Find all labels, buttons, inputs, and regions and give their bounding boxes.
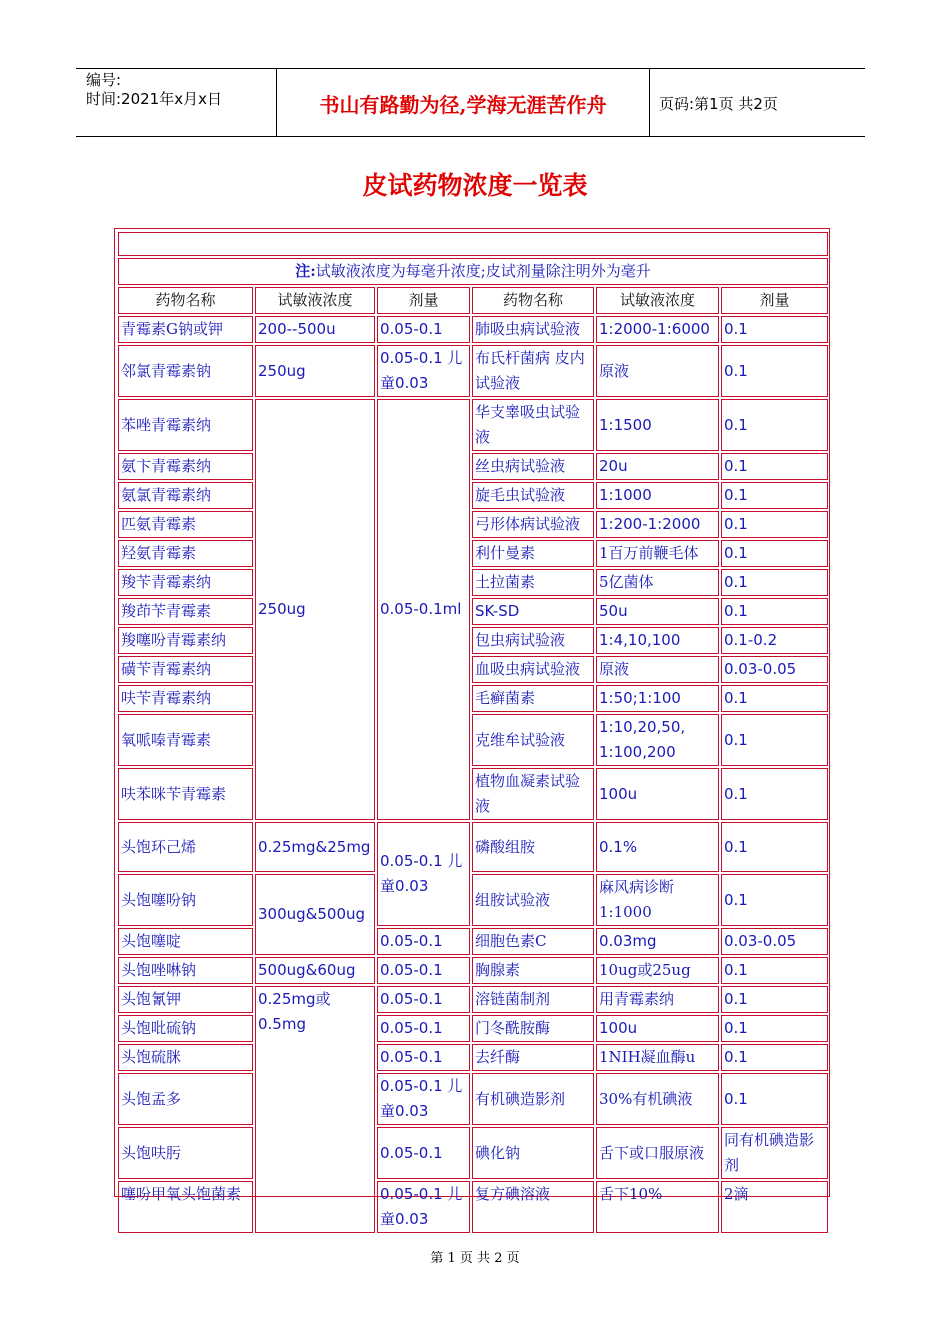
table-row bbox=[118, 1181, 828, 1233]
test-name: 溶链菌制剂 bbox=[472, 986, 594, 1013]
drug-name: 头饱噻吩钠 bbox=[118, 874, 253, 926]
test-concentration: 5亿菌体 bbox=[596, 569, 719, 596]
test-dose: 0.1 bbox=[721, 1044, 828, 1071]
test-name: 磷酸组胺 bbox=[472, 822, 594, 872]
test-dose: 0.1 bbox=[721, 986, 828, 1013]
col-header: 剂量 bbox=[377, 287, 470, 314]
test-dose: 0.1 bbox=[721, 714, 828, 766]
dose: 0.05-0.1 bbox=[377, 1044, 470, 1071]
test-dose: 0.1 bbox=[721, 345, 828, 397]
test-concentration: 1:1000 bbox=[596, 482, 719, 509]
table-row bbox=[118, 482, 828, 509]
table-row bbox=[118, 316, 828, 343]
test-name: 门冬酰胺酶 bbox=[472, 1015, 594, 1042]
test-name: 复方碘溶液 bbox=[472, 1181, 594, 1233]
test-concentration: 原液 bbox=[596, 345, 719, 397]
test-name: 布氏杆菌病 皮内试验液 bbox=[472, 345, 594, 397]
test-concentration: 用青霉素纳 bbox=[596, 986, 719, 1013]
page-title: 皮试药物浓度一览表 bbox=[362, 171, 588, 200]
table-row bbox=[118, 957, 828, 984]
drug-name: 头饱噻啶 bbox=[118, 928, 253, 955]
test-concentration: 舌下10% bbox=[596, 1181, 719, 1233]
table-row bbox=[118, 714, 828, 766]
test-dose: 0.1 bbox=[721, 511, 828, 538]
col-header: 剂量 bbox=[721, 287, 828, 314]
test-name: 华支睾吸虫试验液 bbox=[472, 399, 594, 451]
test-name: 有机碘造影剂 bbox=[472, 1073, 594, 1125]
test-dose: 0.1 bbox=[721, 1015, 828, 1042]
drug-name: 呋苯咪苄青霉素 bbox=[118, 768, 253, 820]
concentration: 250ug bbox=[255, 345, 375, 397]
dose: 0.05-0.1 儿童0.03 bbox=[377, 1181, 470, 1233]
dose: 0.05-0.1 儿童0.03 bbox=[377, 1073, 470, 1125]
test-dose: 0.1-0.2 bbox=[721, 627, 828, 654]
table-row bbox=[118, 822, 828, 872]
test-dose: 0.1 bbox=[721, 1073, 828, 1125]
drug-name: 苯唑青霉素纳 bbox=[118, 399, 253, 451]
test-dose: 0.03-0.05 bbox=[721, 656, 828, 683]
table-row bbox=[118, 986, 828, 1013]
number-label: 编号: bbox=[86, 71, 122, 89]
test-concentration: 1:200-1:2000 bbox=[596, 511, 719, 538]
test-name: 毛癣菌素 bbox=[472, 685, 594, 712]
drug-name: 羧茚苄青霉素 bbox=[118, 598, 253, 625]
drug-name: 头饱氰钾 bbox=[118, 986, 253, 1013]
page-footer: 第 1 页 共 2 页 bbox=[430, 1251, 520, 1266]
drug-name: 呋苄青霉素纳 bbox=[118, 685, 253, 712]
concentration: 500ug&60ug bbox=[255, 957, 375, 984]
test-concentration: 100u bbox=[596, 768, 719, 820]
concentration: 0.25mg或0.5mg bbox=[255, 986, 375, 1233]
drug-name: 匹氨青霉素 bbox=[118, 511, 253, 538]
test-name: SK-SD bbox=[472, 598, 594, 625]
test-concentration: 0.1% bbox=[596, 822, 719, 872]
test-dose: 0.03-0.05 bbox=[721, 928, 828, 955]
drug-name: 头饱呋肟 bbox=[118, 1127, 253, 1179]
drug-name: 羧噻吩青霉素纳 bbox=[118, 627, 253, 654]
test-concentration: 20u bbox=[596, 453, 719, 480]
drug-name: 羟氨青霉素 bbox=[118, 540, 253, 567]
table-row bbox=[118, 511, 828, 538]
page-header bbox=[76, 68, 865, 137]
table-note bbox=[118, 258, 828, 285]
concentration: 250ug bbox=[255, 399, 375, 820]
test-dose: 0.1 bbox=[721, 685, 828, 712]
test-concentration: 50u bbox=[596, 598, 719, 625]
test-dose: 0.1 bbox=[721, 399, 828, 451]
table-row bbox=[118, 656, 828, 683]
dose: 0.05-0.1 bbox=[377, 986, 470, 1013]
dose: 0.05-0.1 bbox=[377, 1015, 470, 1042]
dose: 0.05-0.1 bbox=[377, 928, 470, 955]
drug-name: 氧哌嗪青霉素 bbox=[118, 714, 253, 766]
test-dose: 2滴 bbox=[721, 1181, 828, 1233]
table-row bbox=[118, 874, 828, 926]
test-name: 利什曼素 bbox=[472, 540, 594, 567]
table-row bbox=[118, 345, 828, 397]
concentration-table bbox=[116, 230, 830, 1235]
col-header: 试敏液浓度 bbox=[255, 287, 375, 314]
table-row bbox=[118, 627, 828, 654]
test-name: 碘化钠 bbox=[472, 1127, 594, 1179]
dose: 0.05-0.1ml bbox=[377, 399, 470, 820]
table-row bbox=[118, 399, 828, 451]
test-name: 土拉菌素 bbox=[472, 569, 594, 596]
table-row bbox=[118, 569, 828, 596]
concentration: 200--500u bbox=[255, 316, 375, 343]
test-dose: 同有机碘造影剂 bbox=[721, 1127, 828, 1179]
test-name: 肺吸虫病试验液 bbox=[472, 316, 594, 343]
test-concentration: 麻风病诊断1:1000 bbox=[596, 874, 719, 926]
header-motto: 书山有路勤为径,学海无涯苦作舟 bbox=[277, 69, 650, 136]
col-header: 试敏液浓度 bbox=[596, 287, 719, 314]
dose: 0.05-0.1 bbox=[377, 957, 470, 984]
table-row bbox=[118, 685, 828, 712]
drug-name: 磺苄青霉素纳 bbox=[118, 656, 253, 683]
test-concentration: 10ug或25ug bbox=[596, 957, 719, 984]
table-row bbox=[118, 1127, 828, 1179]
test-concentration: 1百万前鞭毛体 bbox=[596, 540, 719, 567]
drug-name: 头饱硫脒 bbox=[118, 1044, 253, 1071]
table-row bbox=[118, 540, 828, 567]
drug-name: 头饱吡硫钠 bbox=[118, 1015, 253, 1042]
dose: 0.05-0.1 bbox=[377, 316, 470, 343]
test-dose: 0.1 bbox=[721, 453, 828, 480]
test-concentration: 1:4,10,100 bbox=[596, 627, 719, 654]
table-row bbox=[118, 1073, 828, 1125]
time-label: 时间:2021年x月x日 bbox=[86, 90, 222, 108]
col-header: 药物名称 bbox=[118, 287, 253, 314]
test-dose: 0.1 bbox=[721, 874, 828, 926]
test-name: 包虫病试验液 bbox=[472, 627, 594, 654]
test-concentration: 1NIH凝血酶u bbox=[596, 1044, 719, 1071]
test-name: 血吸虫病试验液 bbox=[472, 656, 594, 683]
note-text: 试敏液浓度为每毫升浓度;皮试剂量除注明外为毫升 bbox=[315, 262, 651, 280]
test-name: 弓形体病试验液 bbox=[472, 511, 594, 538]
test-concentration: 原液 bbox=[596, 656, 719, 683]
concentration: 300ug&500ug bbox=[255, 874, 375, 955]
drug-name: 氨卞青霉素纳 bbox=[118, 453, 253, 480]
test-name: 去纤酶 bbox=[472, 1044, 594, 1071]
test-concentration: 1:1500 bbox=[596, 399, 719, 451]
test-dose: 0.1 bbox=[721, 822, 828, 872]
table-row bbox=[118, 598, 828, 625]
drug-name: 噻吩甲氧头饱菌素 bbox=[118, 1181, 253, 1233]
test-dose: 0.1 bbox=[721, 316, 828, 343]
test-concentration: 30%有机碘液 bbox=[596, 1073, 719, 1125]
drug-name: 氨氯青霉素纳 bbox=[118, 482, 253, 509]
col-header: 药物名称 bbox=[472, 287, 594, 314]
table-row bbox=[118, 453, 828, 480]
test-concentration: 100u bbox=[596, 1015, 719, 1042]
drug-name: 羧苄青霉素纳 bbox=[118, 569, 253, 596]
test-concentration: 1:2000-1:6000 bbox=[596, 316, 719, 343]
dose: 0.05-0.1 bbox=[377, 1127, 470, 1179]
test-concentration: 0.03mg bbox=[596, 928, 719, 955]
test-name: 丝虫病试验液 bbox=[472, 453, 594, 480]
test-name: 组胺试验液 bbox=[472, 874, 594, 926]
header-meta bbox=[76, 69, 277, 136]
table-row bbox=[118, 928, 828, 955]
drug-name: 头饱唑啉钠 bbox=[118, 957, 253, 984]
drug-name: 青霉素G钠或钾 bbox=[118, 316, 253, 343]
note-label: 注: bbox=[295, 262, 316, 280]
table-row bbox=[118, 768, 828, 820]
test-name: 旋毛虫试验液 bbox=[472, 482, 594, 509]
test-dose: 0.1 bbox=[721, 540, 828, 567]
concentration: 0.25mg&25mg bbox=[255, 822, 375, 872]
test-concentration: 舌下或口服原液 bbox=[596, 1127, 719, 1179]
test-name: 克维牟试验液 bbox=[472, 714, 594, 766]
test-dose: 0.1 bbox=[721, 957, 828, 984]
test-name: 细胞色素C bbox=[472, 928, 594, 955]
test-dose: 0.1 bbox=[721, 482, 828, 509]
table-row bbox=[118, 1015, 828, 1042]
drug-name: 邻氯青霉素钠 bbox=[118, 345, 253, 397]
table-row bbox=[118, 1044, 828, 1071]
test-concentration: 1:10,20,50, 1:100,200 bbox=[596, 714, 719, 766]
test-dose: 0.1 bbox=[721, 768, 828, 820]
test-name: 植物血凝素试验液 bbox=[472, 768, 594, 820]
drug-name: 头饱环己烯 bbox=[118, 822, 253, 872]
test-dose: 0.1 bbox=[721, 569, 828, 596]
dose: 0.05-0.1 儿童0.03 bbox=[377, 345, 470, 397]
table-header-row bbox=[118, 287, 828, 314]
test-concentration: 1:50;1:100 bbox=[596, 685, 719, 712]
page-info: 页码:第1页 共2页 bbox=[659, 95, 778, 113]
test-name: 胸腺素 bbox=[472, 957, 594, 984]
blank-row bbox=[118, 232, 828, 256]
test-dose: 0.1 bbox=[721, 598, 828, 625]
drug-name: 头饱孟多 bbox=[118, 1073, 253, 1125]
dose: 0.05-0.1 儿童0.03 bbox=[377, 822, 470, 926]
